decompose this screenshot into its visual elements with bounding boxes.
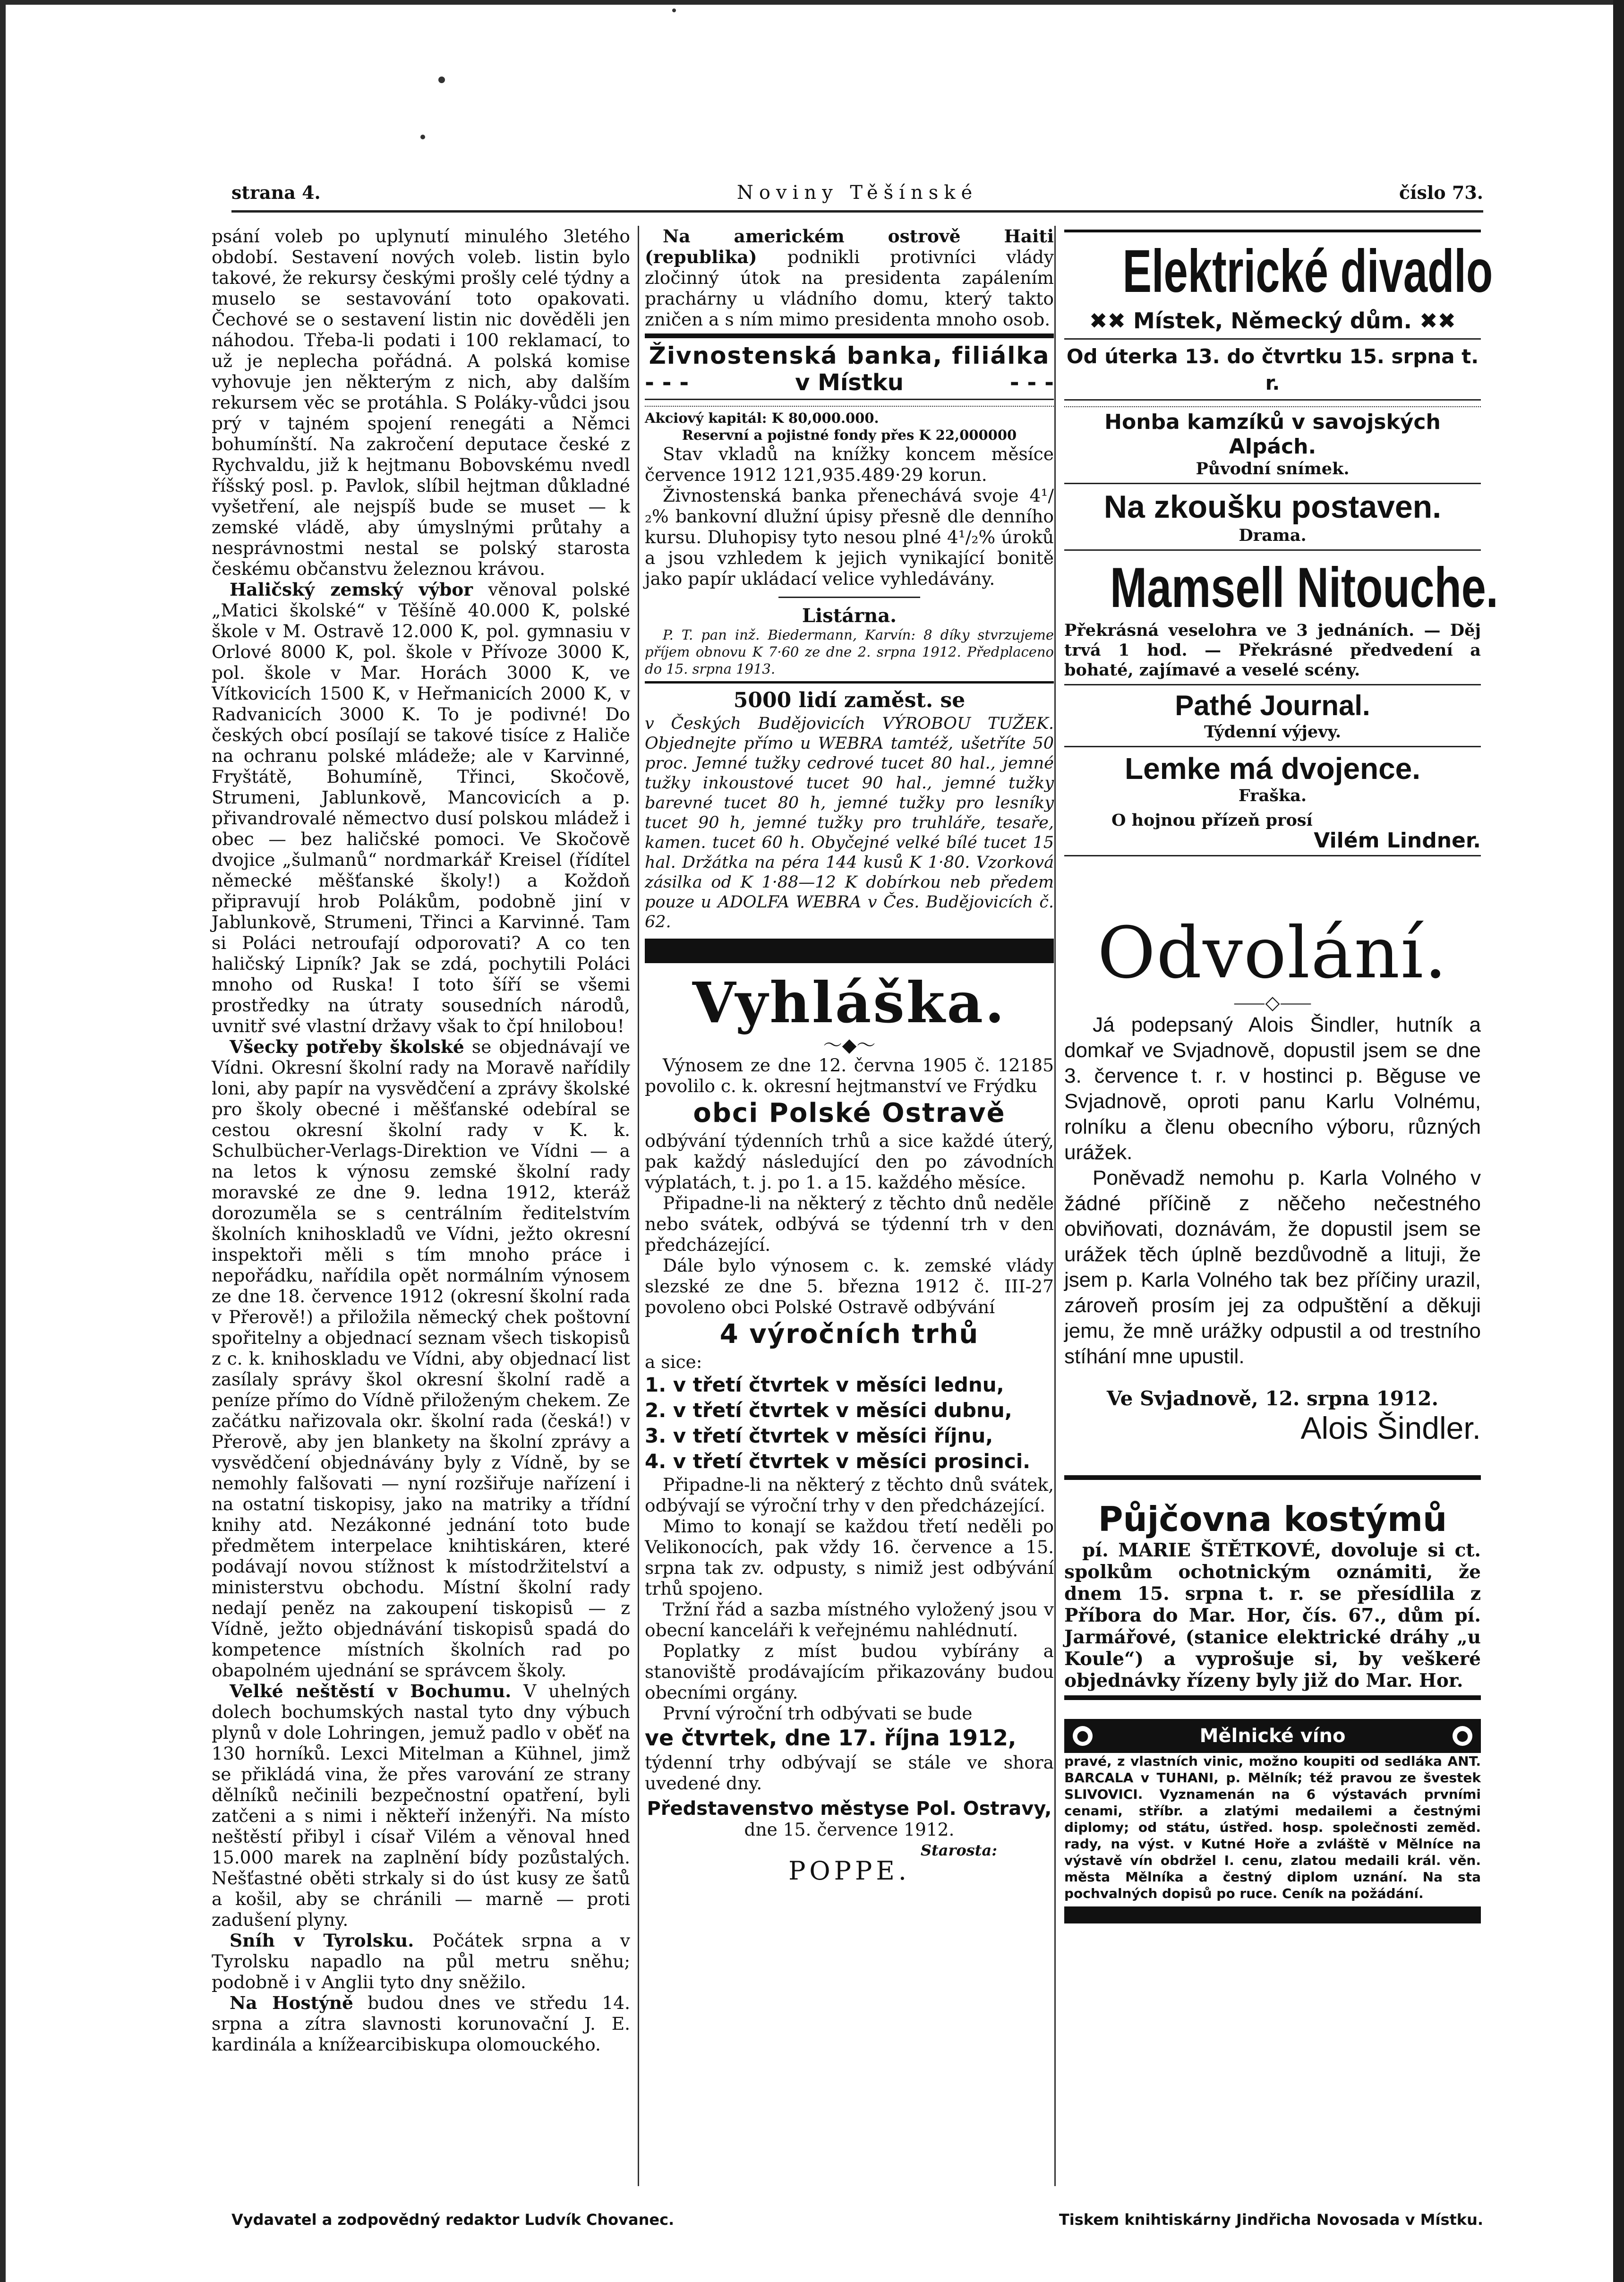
film-note: Původní snímek. xyxy=(1196,459,1350,479)
wine-header xyxy=(1064,1719,1481,1753)
bank-place: v Místku xyxy=(795,369,904,396)
rule xyxy=(1064,338,1481,340)
announcement-municipality: obci Polské Ostravě xyxy=(693,1098,1006,1128)
bank-subtitle: - - - v Místku - - - xyxy=(645,369,1054,396)
rule xyxy=(1064,746,1481,747)
wine-title: Mělnické víno xyxy=(1199,1725,1346,1747)
cinema-dates: Od úterka 13. do čtvrtku 15. srpna t. r. xyxy=(1066,345,1479,394)
rule xyxy=(1064,483,1481,484)
speck xyxy=(420,135,425,139)
article-haiti: Na americkém ostrově Haiti (republika) podnikli protivníci vlády zločinný útok na presidenta zapálením prachárny u vládního domu, který takto zničen a s ním mimo presidenta mnoho osob. xyxy=(645,226,1054,330)
rule xyxy=(1064,684,1481,685)
mayor-label: Starosta: xyxy=(920,1841,997,1859)
page-number: strana 4. xyxy=(231,182,321,203)
film-title: Lemke má dvojence. xyxy=(1124,752,1421,786)
letters-title: Listárna. xyxy=(802,605,897,627)
bank-bonds: Živnostenská banka přenechává svoje 4¹/₂% bankovní dlužní úpisy přesně dle denního kursu. Dluhopisy tyto nesou plné 4¹/₂% úroků a jsou vzhledem k jejich vynikající bonitě jako papír ukládací velice vyhledávány. xyxy=(645,485,1054,589)
section-rule xyxy=(1064,1695,1481,1700)
announcement-p9: První výroční trh odbývati se bude xyxy=(663,1703,973,1724)
retraction-signature: Alois Šindler. xyxy=(1300,1410,1481,1445)
costume-rental-title: Půjčovna kostýmů xyxy=(1098,1499,1447,1539)
fair-item: 4. v třetí čtvrtek v měsíci prosinci. xyxy=(645,1450,1031,1473)
column-middle xyxy=(645,226,1054,2162)
article-galicia: Haličský zemský výbor věnoval polské „Matici školské“ v Těšíně 40.000 K, polské škole v M. Ostravě 12.000 K, pol. gymnasiu v Orlové 8000 K, pol. škole v Přívoze 3000 K, pol. škole v Mar. Horách 3000 K, ve Vítkovicích 1500 K, v Heřmanicích 2000 K, v Radvanicích 3000 K. To je podivné! Do českých obcí posílají se takové tisíce z Haliče na ochranu polské mládeže; ale v Karvinné, Fryštátě, Bohumíně, Třinci, Skočově, Strumeni, Jablunkově, Mancovicích a p. přivandrovalé němectvo dusí polskou mládež i obec — bez haličské pomoci. Ve Skočově dvojice „šulmanů“ nordmarkář Kreisel (řídítel německé měšťanské školy!) a Koždoň připravují hrob Polákům, podobně jiní v Jablunkově, Strumeni, Třinci a Karvinné. Tam si Poláci netroufají odporovati? A co ten haličský Lipník? Jak se zdá, pochytili Poláci mnoho od Ruska! I toto šíří se všemi prostředky na útraty sousedních národů, uvnitř své vlastní državy však to čpí hnilobou! xyxy=(212,579,630,1036)
section-rule xyxy=(645,681,1054,684)
film-title: Honba kamzíků v savojských Alpách. xyxy=(1104,410,1441,459)
rule xyxy=(1064,855,1481,856)
ornament-icon: 〜◆〜 xyxy=(823,1034,876,1056)
announcement-signature-body: Představenstvo městyse Pol. Ostravy, xyxy=(647,1798,1052,1820)
page-header xyxy=(231,182,1483,210)
announcement-p10: týdenní trhy odbývají se stále ve shora uvedené dny. xyxy=(645,1752,1054,1794)
column-rule xyxy=(638,226,639,2186)
wine-advert xyxy=(1064,1719,1481,1923)
bank-capital: Akciový kapitál: K 80,000.000. xyxy=(645,410,879,426)
black-bar xyxy=(1064,1906,1481,1923)
short-rule xyxy=(778,597,920,598)
letters-section xyxy=(645,606,1054,677)
fair-item: 3. v třetí čtvrtek v měsíci říjnu, xyxy=(645,1424,993,1447)
publisher-line: Vydavatel a zodpovědný redaktor Ludvík Chovanec. xyxy=(231,2211,675,2229)
black-bar xyxy=(645,939,1054,963)
retraction-notice xyxy=(1064,913,1481,1447)
film-note: Drama. xyxy=(1239,526,1307,545)
page-footer xyxy=(231,2211,1483,2234)
fair-list xyxy=(645,1372,1054,1474)
scan-edge-top xyxy=(0,0,1624,5)
column-adverts xyxy=(1056,226,1498,2162)
article-elections: psání voleb po uplynutí minulého 3letého období. Sestavení nových voleb. listin bylo takové, že rekursy českými prošly celé týdny a muselo se sestavování toto opakovati. Čechové se o sestavení listin nic dověděli jen náhodou. Třeba-li podati i 100 reklamací, to už je neplecha pořádná. A polská komise vyhovuje jen některým z nich, aby dalším rekursem věc se protáhla. S Poláky-vůdci jsou prý v tajném spojení renegáti a Němci bohumínští. Na zakročení deputace české z Rychvaldu, již k hejtmanu Bobovskému nvedl říšský posl. p. Pavlok, slíbil hejtman důkladné vyšetření, ale nejspíš bude se muset — k zemské vládě, aby úmyslnými průtahy a nesprávnostmi nestal se polský starosta českému občanstvu železnou krávou. xyxy=(212,226,630,579)
article-hostyn: Na Hostýně budou dnes ve středu 14. srpna a zítra slavnosti korunovační J. E. kardinála a knížearcibiskupa olomouckého. xyxy=(212,1992,630,2055)
announcement-p2: odbývání týdenních trhů a sice každé úterý, pak každý následující den po závodních výplatách, t. j. po 1. a 15. každého měsíce. xyxy=(645,1130,1054,1193)
bank-reserve: Reservní a pojistné fondy přes K 22,000000 xyxy=(682,427,1017,443)
announcement-p7: Tržní řád a sazba místného vyložený jsou v obecní kanceláři k veřejnému nahlédnutí. xyxy=(645,1599,1054,1641)
announcement-first-fair-date: ve čtvrtek, dne 17. října 1912, xyxy=(645,1725,1017,1751)
retraction-body: Já podepsaný Alois Šindler, hutník a domkař ve Svjadnově, dopustil jsem se dne 3. července t. r. v hostinci p. Běguse ve Svjadnově, oproti panu Karlu Volnému, rolníku a členu obecního výboru, různých urážek. Poněvadž nemohu p. Karla Volného v žádné příčině z něčeho nečestného obviňovati, doznávám, že dopustil jsem se urážek těch úplně bezdůvodně a lituji, že jsem p. Karla Volného tak bez příčiny urazil, zároveň prosím jej za odpuštění a děkuji jemu, že mně urážky odpustil a od trestního stíhání mne upustil. xyxy=(1064,1013,1481,1368)
pencil-text: v Českých Budějovicích VÝROBOU TUŽEK. Objednejte přímo u WEBRA tamtéž, ušetříte 50 proc. Jemné tužky cedrové tucet 80 hal., jemné tužky inkoustové tucet 90 hal., jemné tužky barevné tucet 80 h, jemné tužky pro lesníky tucet 90 h, jemné tužky pro truhláře, tesaře, kamen. tucet 60 h. Obyčejné velké bílé tucet 15 hal. Držátka na péra 144 kusů K 1·80. Vzorková zásilka od K 1·88—12 K dobírkou neb předem pouze u ADOLFA WEBRA v Čes. Budějovicích č. 62. xyxy=(645,714,1054,932)
film-title: Pathé Journal. xyxy=(1175,690,1370,721)
header-rule xyxy=(231,210,1483,213)
cinema-title: Elektrické divadlo xyxy=(1122,238,1493,305)
bank-title: Živnostenská banka, filiálka xyxy=(649,342,1050,369)
film-description: Překrásná veselohra ve 3 jednáních. — Děj trvá 1 hod. — Překrásné předvedení a bohaté, zajímavé a veselé scény. xyxy=(1064,621,1481,680)
article-school-supplies: Všecky potřeby školské se objednávají ve Vídni. Okresní školní rady na Moravě nařídily loni, aby papír na vysvědčení a zprávy školské pro školy obecné i měšťanské odebíral se cestou okresní školní rady v K. k. Schulbücher-Verlags-Direktion ve Vídni — a na letos k výnosu zemské školní rady moravské ze dne 9. ledna 1912, kteráž dorozuměla se s centrálním ředitelstvím školních knihoskladů ve Vídni, ježto okresní inspektoři měli s tím mnoho práce i nepořádku, nařídila opět normálním výnosem ze dne 18. července 1912 (okresní školní rada v Přerově!) a přiložila německý chek poštovní spořitelny a objednací seznam všech tiskopisů z c. k. knihoskladu ve Vídni, aby objednací list zasílaly správy škol okresní školní radě a peníze přímo do Vídně přiloženým chekem. Ze začátku nařizovala okr. školní rada (česká!) v Přerově, aby jen blankety na školní zprávy a vysvědčení objednávány byly z Vídně, by se nemohly falšovati — nyní rozšiřuje nařízení i na ostatní tiskopisy, jako na matriky a třídní knihy atd. Nezákonné jednání toto bude předmětem interpelace knihtiskáren, které podávají novou stížnost k místodržitelství a ministerstvu obchodu. Místní školní rady nedají peněz na zakoupení tiskopisů — z Vídně, ježto objednávání tiskopisů spadá do kompetence místních školních rad po obapolném ujednání se správcem školy. xyxy=(212,1036,630,1681)
fair-item: 1. v třetí čtvrtek v měsíci lednu, xyxy=(645,1373,1004,1396)
article-bochum: Velké neštěstí v Bochumu. V uhelných dolech bochumských nastal tyto dny výbuch plynů v dole Lohringen, jemuž padlo v oběť na 130 horníků. Lexci Mitelman a Kühnel, jimž se přikládá vina, že přes varování ze strany dělníků nečinili bezpečnostní opatření, byli zatčeni a s nimi i někteří inženýři. Na místo neštěstí přibyl i císař Vilém a věnoval hned 15.000 marek na zaplnění bídy pozůstalých. Nešťastné oběti strkaly si do úst kusy ze šatů a košil, aby se chránili — marně — proti zadušení plyny. xyxy=(212,1681,630,1930)
costume-rental-text: pí. MARIE ŠTĚTKOVÉ, dovoluje si ct. spolkům ochotnickým oznámiti, že dnem 15. srpna t. r. se přesídlila z Příbora do Mar. Hor, čís. 67., dům pí. Jarmářové, (stanice elektrické dráhy „u Koule“) a vyprošuje si, by veškeré objednávky řízeny byly již do Mar. Hor. xyxy=(1064,1539,1481,1692)
wine-text: pravé, z vlastních vinic, možno koupiti od sedláka ANT. BARCALA v TUHANI, p. Mělník; též pravou ze švestek SLIVOVICI. Vyznamenán na 6 výstavách prvními cenami, stříbr. a zlatými medailemi a čestnými diplomy; od státu, ústřed. hosp. společnosti zeměd. rady, na výst. v Kutné Hoře a zvláště v Mělníce na výstavě vín obdržel I. cenu, zlatou medaili král. věn. města Mělníka a čestný diplom uznání. Na sta pochvalných dopisů po ruce. Ceník na požádání. xyxy=(1064,1753,1481,1901)
fair-item: 2. v třetí čtvrtek v měsíci dubnu, xyxy=(645,1399,1012,1422)
film-title: Mamsell Nitouche. xyxy=(1110,556,1498,619)
announcement-asice: a sice: xyxy=(645,1351,702,1372)
pencil-headline: 5000 lidí zaměst. se xyxy=(733,688,966,712)
rule xyxy=(1064,549,1481,551)
announcement-p8: Poplatky z míst budou vybírány a stanoviště prodávajícím přikazovány budou obecními orgány. xyxy=(645,1641,1054,1703)
film-note: Týdenní výjevy. xyxy=(1204,722,1342,742)
film-title: Na zkoušku postaven. xyxy=(1103,489,1442,525)
retraction-place-date: Ve Svjadnově, 12. srpna 1912. xyxy=(1106,1387,1439,1410)
section-rule xyxy=(1064,1475,1481,1480)
wavy-rule xyxy=(645,399,1054,407)
cinema-address: ✖✖ Místek, Německý dům. ✖✖ xyxy=(1089,308,1456,333)
scan-edge-left xyxy=(0,0,6,2282)
letters-text: P. T. pan inž. Biedermann, Karvín: 8 díky stvrzujeme příjem obnovu K 7·60 ze dne 2. srpna 1912. Předplaceno do 15. srpna 1913. xyxy=(645,627,1054,677)
pencil-advert xyxy=(645,687,1054,932)
announcement-p5: Připadne-li na některý z těchto dnů svátek, odbývají se výroční trhy v den předcházející. xyxy=(645,1474,1054,1516)
costume-rental-advert xyxy=(1064,1499,1481,1692)
bank-advert xyxy=(645,342,1054,589)
cinema-owner: Vilém Lindner. xyxy=(1314,829,1481,853)
wavy-rule xyxy=(1064,399,1481,407)
grape-icon: ● xyxy=(1073,1726,1093,1746)
announcement-p4: Dále bylo výnosem c. k. zemské vlády slezské ze dne 5. března 1912 č. III-27 povoleno obci Polské Ostravě odbývání xyxy=(645,1255,1054,1317)
ornament-icon: ⸺◇⸺ xyxy=(1233,992,1312,1014)
announcement-date: dne 15. července 1912. xyxy=(744,1819,955,1840)
retraction-title: Odvolání. xyxy=(1097,912,1448,994)
film-note: Fraška. xyxy=(1238,786,1307,805)
announcement-fairs-heading: 4 výročních trhů xyxy=(719,1319,979,1350)
announcement xyxy=(645,970,1054,1886)
grape-icon: ● xyxy=(1453,1726,1472,1746)
cinema-request: O hojnou přízeň prosí xyxy=(1111,811,1313,830)
section-rule xyxy=(645,333,1054,338)
bank-deposits: Stav vkladů na knížky koncem měsíce července 1912 121,935.489·29 korun. xyxy=(645,444,1054,485)
top-rule xyxy=(1064,230,1481,232)
issue-number: číslo 73. xyxy=(1399,182,1483,203)
scan-edge-right xyxy=(1613,0,1624,2282)
announcement-p6: Mimo to konají se každou třetí neděli po Velikonocích, pak vždy 16. července a 15. srpna tak zv. odpusty, s nimiž jest odbývání trhů spojeno. xyxy=(645,1516,1054,1599)
announcement-p1: Výnosem ze dne 12. června 1905 č. 12185 povolilo c. k. okresní hejtmanství ve Frýdku xyxy=(645,1055,1054,1096)
mayor-signature: POPPE. xyxy=(788,1856,910,1886)
announcement-p3: Připadne-li na některý z těchto dnů neděle nebo svátek, odbývá se týdenní trh v den předcházející. xyxy=(645,1193,1054,1255)
speck xyxy=(672,9,676,12)
newspaper-title: Noviny Těšínské xyxy=(736,182,978,204)
printer-line: Tiskem knihtiskárny Jindřicha Novosada v Místku. xyxy=(1059,2211,1483,2229)
article-snow-tyrol: Sníh v Tyrolsku. Počátek srpna a v Tyrolsku napadlo na půl metru sněhu; podobně i v Anglii tyto dny sněžilo. xyxy=(212,1930,630,1992)
column-news xyxy=(212,226,630,2162)
announcement-title: Vyhláška. xyxy=(692,970,1007,1035)
speck xyxy=(438,77,445,83)
cinema-advert xyxy=(1064,236,1498,853)
